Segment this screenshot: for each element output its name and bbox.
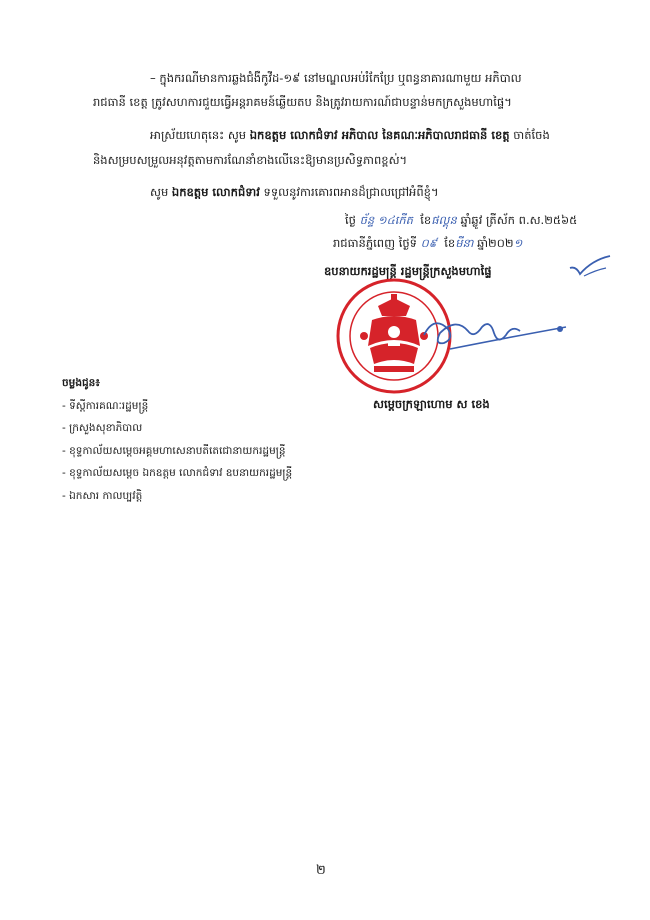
lunar-day-handwritten: ច័ន្ទ ១៤កើត	[359, 213, 413, 227]
recipient-item: - ខុទ្ទកាល័យសម្តេច ឯកឧត្តម លោកជំទាវ ឧបនាយករដ្ឋមន្ត្រី	[62, 467, 293, 479]
signatory-name: សម្តេចក្រឡាហោម ស ខេង	[373, 397, 490, 411]
closing-paragraph	[150, 182, 439, 202]
request-end-text: ចាត់ចែង	[509, 128, 550, 142]
recipient-item: - ខុទ្ទកាល័យសម្តេចអគ្គមហាសេនាបតីតេជោនាយករដ្ឋមន្ត្រី	[62, 444, 286, 457]
closing-start-text: សូម	[150, 185, 172, 199]
paragraph-covid-line2: រាជធានី ខេត្ត ត្រូវសហការជួយធ្វើអន្តរាគមន៍ឆ្លើយតប និងត្រូវរាយការណ៍ជាបន្ទាន់មកក្រសួងមហាផ្ទៃ។	[93, 95, 512, 109]
lunar-date-line	[345, 213, 577, 230]
lunar-year: ឆ្នាំឆ្លូវ ត្រីស័ក ព.ស.២៥៦៥	[460, 213, 578, 227]
request-addressee-text: ឯកឧត្តម លោកជំទាវ អភិបាល នៃគណៈអភិបាលរាជធានី ខេត្ត	[249, 128, 510, 142]
recipients-list	[62, 372, 292, 507]
solar-day-handwritten: ០៩	[420, 236, 437, 250]
solar-year-prefix: ឆ្នាំ២០២	[477, 236, 514, 250]
lunar-prefix: ថ្ងៃ	[345, 213, 356, 227]
solar-date-line	[333, 236, 522, 253]
handwritten-signature	[420, 305, 570, 375]
handwritten-tick-mark	[566, 254, 614, 280]
solar-month-handwritten: មីនា	[455, 236, 474, 250]
recipient-item: - ឯកសារ កាលប្បវត្តិ	[62, 489, 143, 502]
paragraph-covid-line1: – ក្នុងករណីមានការឆ្លងជំងឺកូវីដ-១៩ នៅមណ្ឌលអប់រំកែប្រែ ឬពន្ធនាគារណាមួយ អភិបាល	[150, 71, 522, 85]
page-number: ២	[316, 863, 326, 878]
paragraph-request-line2: និងសម្របសម្រួលអនុវត្តតាមការណែនាំខាងលើនេះឱ្យមានប្រសិទ្ធភាពខ្ពស់។	[93, 153, 408, 167]
recipient-item: - ក្រសួងសុខាភិបាល	[62, 422, 143, 434]
request-start-text: អាស្រ័យហេតុនេះ សូម	[150, 128, 250, 142]
closing-end-text: ទទួលនូវការគោរពអានដ៏ជ្រាលជ្រៅអំពីខ្ញុំ។	[259, 185, 439, 199]
solar-year-handwritten: ១	[513, 236, 523, 250]
recipients-heading: ចម្លងជូន៖	[62, 377, 100, 389]
solar-prefix: រាជធានីភ្នំពេញ ថ្ងៃទី	[333, 236, 417, 250]
lunar-month-handwritten: ផល្គុន	[431, 213, 457, 227]
closing-addressee-text: ឯកឧត្តម លោកជំទាវ	[171, 185, 260, 199]
signatory-title: ឧបនាយករដ្ឋមន្ត្រី រដ្ឋមន្ត្រីក្រសួងមហាផ្ទៃ	[324, 264, 492, 278]
paragraph-request-line1	[150, 125, 550, 145]
recipient-item: - ទីស្តីការគណៈរដ្ឋមន្ត្រី	[62, 399, 149, 412]
solar-month-label: ខែ	[444, 236, 456, 250]
lunar-month-label: ខែ	[420, 213, 432, 227]
